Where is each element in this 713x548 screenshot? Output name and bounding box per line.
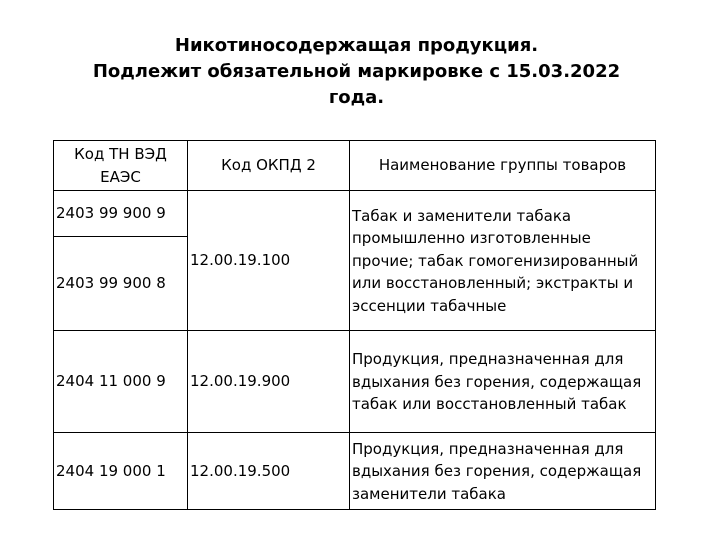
okpd-code-cell: 12.00.19.500: [188, 433, 350, 510]
okpd-code-cell: 12.00.19.100: [188, 191, 350, 331]
header-product-group: Наименование группы товаров: [350, 141, 656, 191]
title-line-2: Подлежит обязательной маркировке с 15.03.2022: [92, 61, 621, 82]
table-row: [54, 433, 656, 510]
okpd-code-cell: 12.00.19.900: [188, 331, 350, 433]
tnved-code-cell: 2404 19 000 1: [54, 433, 188, 510]
tnved-code-cell: 2403 99 900 9: [54, 191, 188, 237]
product-group-cell: Продукция, предназначенная для вдыхания без горения, содержащая заменители табака: [350, 433, 656, 510]
tnved-code-cell: 2404 11 000 9: [54, 331, 188, 433]
product-group-cell: Продукция, предназначенная для вдыхания без горения, содержащая табак или восстановленный табак: [350, 331, 656, 433]
header-okpd: Код ОКПД 2: [188, 141, 350, 191]
table-header-row: [54, 141, 656, 191]
table-row: [54, 331, 656, 433]
header-tnved: Код ТН ВЭД ЕАЭС: [54, 141, 188, 191]
document-title: [0, 33, 713, 111]
product-group-cell: Табак и заменители табака промышленно изготовленные прочие; табак гомогенизированный или восстановленный; экстракты и эссенции табачные: [350, 191, 656, 331]
product-codes-table: [53, 140, 656, 510]
tnved-code-cell: 2403 99 900 8: [54, 237, 188, 331]
table-row: [54, 191, 656, 237]
title-line-1: Никотиносодержащая продукция.: [174, 35, 539, 56]
title-line-3: года.: [328, 87, 385, 108]
